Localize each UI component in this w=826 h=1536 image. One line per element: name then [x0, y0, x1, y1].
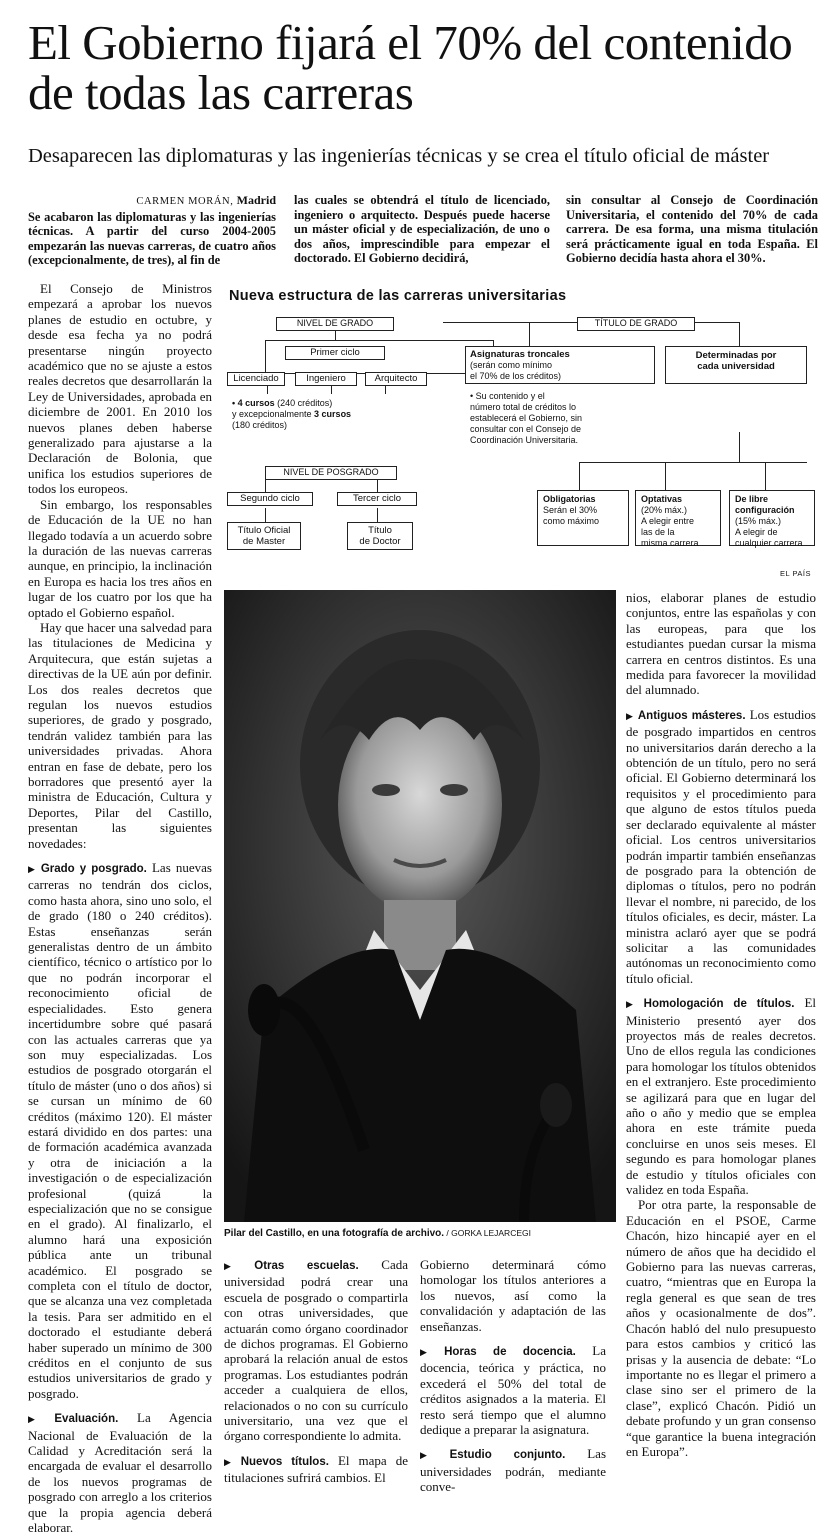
paragraph-text: Las nuevas carreras no tendrán dos ciclos, como hasta ahora, sino uno solo, el de grado (180 o 240 créditos). Estas enseñanzas serán generalistas dentro de un ámbito científico, técnico o artístico por lo que no podrán incorporar el reconocimiento oficial de especialidades. Esto genera incertidumbre sobre qué pasará con las actuales carreras que ya son muy especializadas. Los estudios de posgrado otorgarán el título de máster (uno o dos años) si se cursan un mínimo de 60 créditos (máximo 120). El máster estará dividido en dos partes: una de formación académica avanzada y otra de iniciación a la investigación o de especialización profesional (quizá la especialización que no se consigue en el grado). Al finalizarlo, el alumno hará una exposición pública ante un tribunal académico. El posgrado se completa con el título de doctor, que se alcanza una vez completada la tesis. Para ser admitido en el doctorado el estudiante deberá haber superado un mínimo de 300 créditos en el conjunto de sus estudios universitarios de grado y posgrado. [28, 860, 212, 1401]
kicker-arrow-icon: ▶ [28, 864, 37, 875]
section-kicker: Antiguos másteres. [637, 709, 746, 722]
headline: El Gobierno fijará el 70% del contenido de todas las carreras [28, 15, 793, 120]
body-paragraph [420, 1446, 606, 1494]
body-column-left [28, 281, 212, 1536]
body-paragraph [626, 590, 816, 698]
segundo-ciclo-box: Segundo ciclo [227, 492, 313, 506]
graphic-credit: EL PAÍS [779, 569, 811, 578]
kicker-arrow-icon: ▶ [626, 999, 640, 1010]
paragraph-text: Sin embargo, los responsables de Educación de la UE no han llegado todavía a un acuerdo sobre la duración de las nuevas carreras aunque, en principio, la inclinación en Europa es hacia los tres años en lugar de los cuatro por los que ha optado el Gobierno español. [28, 496, 212, 620]
lead-text-2: las cuales se obtendrá el título de licenciado, ingeniero o arquitecto. Después puede hacerse un máster oficial y de especialización, de uno o dos años, imprescindible para empezar el doctorado. El Gobierno decidirá, [294, 193, 550, 266]
cursos-box: • 4 cursos (240 créditos) y excepcionalmente 3 cursos (180 créditos) [227, 394, 423, 444]
paragraph-text: nios, elaborar planes de estudio conjuntos, entre las españolas y con las europeas, para que los estudiantes puedan cursar la misma carrera en centros distintos. Es una medida para favorecer la movilidad del alumnado. [626, 590, 816, 698]
titulo-grado-box: TÍTULO DE GRADO [577, 317, 695, 331]
titulo-doctor-box: Título de Doctor [347, 522, 413, 550]
lead-text-3: sin consultar al Consejo de Coordinación Universitaria, el contenido del 70% de cada carrera. De esa forma, una misma titulación será prácticamente igual en toda España. El Gobierno decidía hasta ahora el 30%. [566, 193, 818, 266]
body-column-mid2 [420, 1257, 606, 1495]
determinadas-box: Determinadas por cada universidad [665, 346, 807, 384]
paragraph-text: Por otra parte, la responsable de Educación en el PSOE, Carme Chacón, hizo hincapié ayer en el número de años que ha decidido el Gobierno para las nuevas carreras, cuatro, “mientras que en Europa la regla general es que sean de tres años y ocasionalmente de dos”. Chacón habló del nulo presupuesto para estos cambios y criticó las prisas y la ausencia de debate: “Lo importante no es llegar el primero a clase sino ser el primero de la clase”, explicó Chacón. Pidió un debate profundo y un gran consenso “que garantice la buena integración en Europa”. [626, 1197, 816, 1459]
primer-ciclo-box: Primer ciclo [285, 346, 385, 360]
nivel-grado-box: NIVEL DE GRADO [276, 317, 394, 331]
body-paragraph [28, 497, 212, 620]
paragraph-text: El Consejo de Ministros empezará a aprobar los nuevos planes de estudio en octubre, y desde esa fecha ya no podrá presentarse ningún proyecto académico que no se ajuste a estos reales decretos que desarrollarán la Ley de Universidades, aprobada en diciembre de 2001. En 2010 los nuevos planes deben haberse generalizado para ajustarse a la Declaración de Bolonia, que unifica los estudios superiores de todos los europeos. [28, 281, 212, 497]
section-kicker: Grado y posgrado. [40, 863, 147, 876]
troncales-nota: • Su contenido y el número total de créditos lo establecerá el Gobierno, sin consultar con el Consejo de Coordinación Universitaria. [465, 388, 655, 448]
paragraph-text: El mapa de titulaciones sufrirá cambios. El [224, 1452, 408, 1486]
paragraph-text: El Ministerio presentó ayer dos proyectos más de reales decretos. Uno de ellos regula las condiciones para homologar los títulos obtenidos en el extranjero. Este procedimiento se agilizará para que en lugar del año o año y medio que se emplea ahora en este trámite pueda concluirse en unos seis meses. El segundo es para homologar planes de estudio y títulos oficiales con validez en toda España. [626, 995, 817, 1198]
paragraph-text: Los estudios de posgrado impartidos en centros no universitarios darán derecho a la obtención de un título, pero no será oficial. El Gobierno determinará los requisitos y el procedimiento para que alguno de estos títulos pueda ser declarado equivalente al máster oficial. Los centros universitarios podrán impartir también enseñanzas de posgrado para la obtención de diplomas o títulos, pero no podrán llevar el nombre, ni parecido, de los títulos oficiales, es decir, máster. La ministra aclaró ayer que se podrá solicitar a las comunidades autónomas un reconocimiento como título oficial. [626, 706, 816, 986]
paragraph-text: Hay que hacer una salvedad para las titulaciones de Medicina y Arquitecura, que están sujetas a directivas de la UE aún por definir. Los dos reales decretos que regulan los nuevos estudios superiores, de grado y posgrado, tendrán validez también para las universidades privadas. Ahora entran en fase de debate, pero los borradores que presentó ayer la ministra de Educación, Cultura y Deportes, Pilar del Castillo, presentan las siguientes novedades: [28, 619, 212, 851]
section-kicker: Evaluación. [54, 1413, 119, 1426]
lead-col-1 [28, 193, 276, 268]
body-paragraph [28, 620, 212, 851]
arquitecto-box: Arquitecto [365, 372, 427, 386]
subtitle: Desaparecen las diplomaturas y las ingenierías técnicas y se crea el título oficial de máster [28, 145, 770, 167]
paragraph-text: La Agencia Nacional de Evaluación de la Calidad y Acreditación será la encargada de evaluar el desarrollo de los nuevos programas de posgrado con arreglo a los criterios que la propia agencia deberá elaborar. [28, 1410, 213, 1536]
kicker-arrow-icon: ▶ [224, 1456, 237, 1467]
paragraph-text: La docencia, teórica y práctica, no excederá el 50% del total de créditos asignados a la materia. El resto será tiempo que el alumno dedique a preparar la asignatura. [420, 1343, 607, 1438]
infographic [225, 284, 817, 580]
paragraph-text: Las universidades podrán, mediante conve- [420, 1446, 607, 1495]
lead-col-2 [294, 193, 550, 266]
body-paragraph [224, 1257, 408, 1444]
paragraph-text: Gobierno determinará cómo homologar los títulos anteriores a los nuevos, así como la convalidación y adaptación de las enseñanzas. [420, 1257, 606, 1334]
body-column-mid [224, 1257, 408, 1486]
body-paragraph [28, 281, 212, 497]
licenciado-box: Licenciado [227, 372, 285, 386]
section-kicker: Nuevos títulos. [240, 1455, 329, 1468]
body-paragraph [626, 707, 816, 986]
kicker-arrow-icon: ▶ [28, 1414, 51, 1425]
infographic-title: Nueva estructura de las carreras universitarias [229, 288, 567, 304]
paragraph-text: Cada universidad podrá crear una escuela de posgrado o compartirla con otras universidades, que actuarán como órgano coordinador de dichos programas. El Gobierno aprobará la relación anual de estos programas. Los estudiantes podrán acceder a cualquiera de ellos, relacionados o no con su currículo universitario, una vez que el órgano correspondiente lo admita. [224, 1257, 408, 1444]
nivel-posgrado-box: NIVEL DE POSGRADO [265, 466, 397, 480]
kicker-arrow-icon: ▶ [420, 1450, 446, 1461]
troncales-box: Asignaturas troncales (serán como mínimo el 70% de los créditos) [465, 346, 655, 384]
lead-col-3 [566, 193, 818, 266]
body-paragraph [626, 1197, 816, 1459]
section-kicker: Otras escuelas. [254, 1260, 359, 1272]
body-paragraph [28, 860, 212, 1401]
kicker-arrow-icon: ▶ [224, 1261, 251, 1271]
body-column-right [626, 590, 816, 1459]
body-paragraph [626, 995, 816, 1197]
ingeniero-box: Ingeniero [295, 372, 357, 386]
section-kicker: Homologación de títulos. [643, 998, 795, 1011]
byline: CARMEN MORÁN, Madrid [136, 193, 276, 207]
titulo-master-box: Título Oficial de Master [227, 522, 301, 550]
kicker-arrow-icon: ▶ [626, 710, 634, 721]
section-kicker: Horas de docencia. [444, 1346, 576, 1359]
body-paragraph [224, 1453, 408, 1486]
obligatorias-box: Obligatorias Serán el 30% como máximo [537, 490, 629, 546]
body-paragraph [420, 1257, 606, 1334]
tercer-ciclo-box: Tercer ciclo [337, 492, 417, 506]
body-paragraph [420, 1343, 606, 1437]
lead-text-1: Se acabaron las diplomaturas y las ingenierías técnicas. A partir del curso 2004-2005 empezarán las nuevas carreras, de cuatro años (excepcionalmente, de tres), al fin de [28, 209, 276, 268]
optativas-box: Optativas (20% máx.) A elegir entre las de la misma carrera [635, 490, 721, 546]
photo-caption: Pilar del Castillo, en una fotografía de archivo. / GORKA LEJARCEGI [224, 1228, 531, 1239]
section-kicker: Estudio conjunto. [449, 1449, 566, 1462]
body-paragraph [28, 1410, 212, 1535]
portrait-photo [224, 590, 616, 1222]
kicker-arrow-icon: ▶ [420, 1347, 441, 1358]
libre-configuracion-box: De libre configuración (15% máx.) A elegir de cualquier carrera [729, 490, 815, 546]
